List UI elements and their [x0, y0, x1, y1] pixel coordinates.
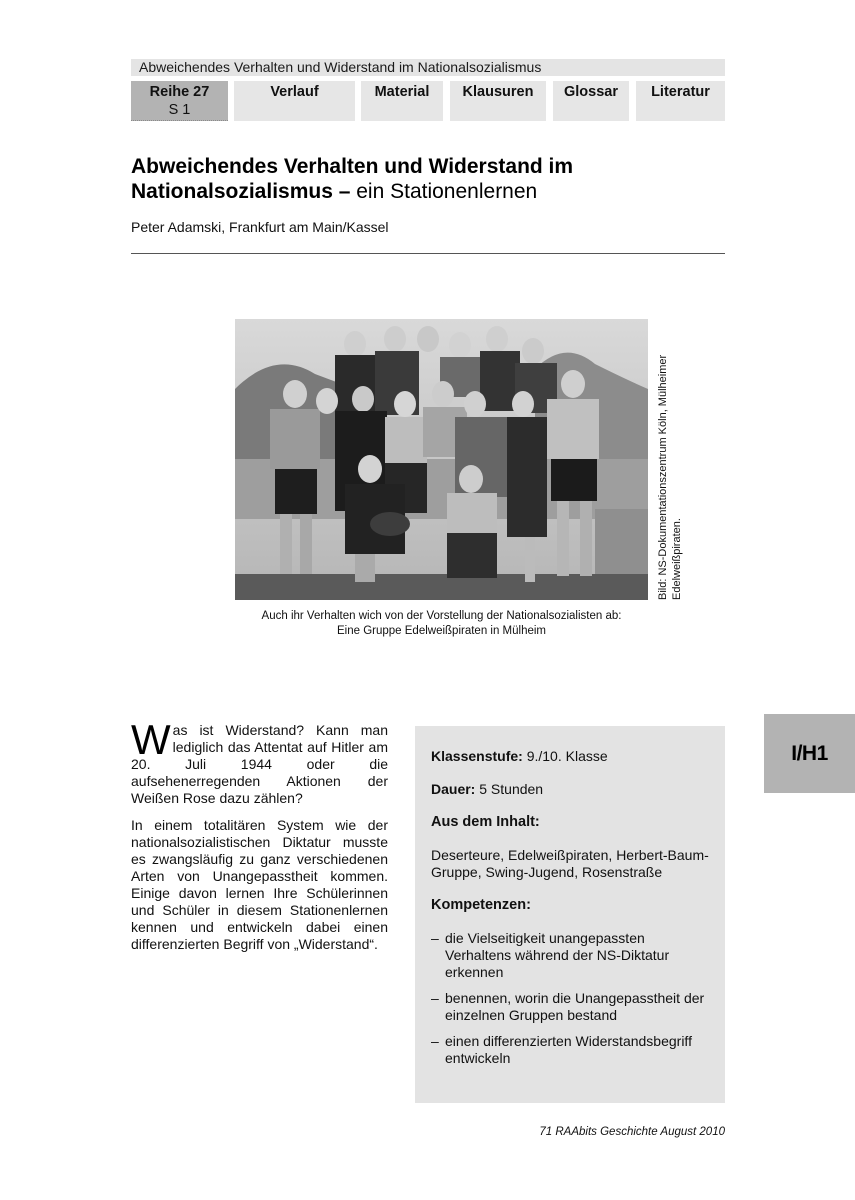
competencies-heading: Kompetenzen: — [431, 897, 531, 913]
drop-cap: W — [131, 716, 171, 763]
tab-klausuren[interactable] — [450, 81, 546, 121]
competencies-list — [431, 930, 711, 1067]
author: Peter Adamski, Frankfurt am Main/Kassel — [131, 219, 389, 235]
photo-caption-line2: Eine Gruppe Edelweißpiraten in Mülheim — [336, 625, 547, 637]
grade-row — [431, 748, 711, 765]
tab-reihe[interactable] — [131, 81, 228, 121]
dash-bullet-icon: – — [431, 990, 439, 1006]
intro-text — [131, 716, 388, 963]
tab-verlauf[interactable] — [234, 81, 355, 121]
group-photo — [235, 319, 648, 600]
group-photo-graphic — [235, 319, 648, 600]
tab-literatur-label: Literatur — [651, 84, 710, 100]
section-marker-label: I/H1 — [791, 742, 828, 765]
photo-wall — [595, 509, 648, 579]
title-subtitle: ein Stationenlernen — [356, 180, 538, 203]
competency-text: die Vielseitigkeit unangepassten Verhaltens während der NS-Diktatur erkennen — [445, 930, 670, 980]
tab-klausuren-label: Klausuren — [462, 84, 534, 100]
grade-label: Klassenstufe: — [431, 748, 523, 764]
photo-caption — [235, 609, 648, 639]
grade-value: 9./10. Klasse — [522, 748, 608, 764]
title-divider — [131, 253, 725, 254]
photo-credit-line1: Bild: NS-Dokumentationszentrum Köln, Mülheimer — [657, 354, 669, 600]
series-title-bar — [131, 59, 725, 76]
photo-ground — [235, 574, 648, 600]
title-line2: Nationalsozialismus — [131, 180, 333, 203]
page-title — [131, 154, 731, 204]
tab-literatur[interactable] — [636, 81, 725, 121]
intro-paragraph-1-text: as ist Widerstand? Kann man lediglich das Attentat auf Hitler am 20. Juli 1944 oder die aufsehenerregenden Aktionen der Weißen Rose dazu zählen? — [131, 722, 388, 806]
competency-item — [431, 930, 711, 981]
content-text: Deserteure, Edelweißpiraten, Herbert-Baum-Gruppe, Swing-Jugend, Rosenstraße — [431, 847, 709, 880]
title-line1: Abweichendes Verhalten und Widerstand im — [131, 155, 574, 178]
dash-bullet-icon: – — [431, 1033, 439, 1049]
content-heading: Aus dem Inhalt: — [431, 814, 540, 830]
duration-row — [431, 781, 711, 798]
tab-glossar-label: Glossar — [564, 84, 618, 100]
competency-text: einen differenzierten Widerstandsbegriff entwickeln — [445, 1033, 692, 1066]
competency-text: benennen, worin die Unangepasstheit der einzelnen Gruppen bestand — [445, 990, 705, 1023]
competency-item — [431, 1033, 711, 1067]
duration-label: Dauer: — [431, 781, 476, 797]
title-separator: – — [332, 180, 357, 203]
competency-item — [431, 990, 711, 1024]
photo-credit — [656, 310, 684, 600]
tab-material-label: Material — [374, 84, 430, 100]
tab-material[interactable] — [361, 81, 443, 121]
duration-value: 5 Stunden — [475, 781, 544, 797]
tab-reihe-sublabel: S 1 — [168, 102, 191, 118]
photo-caption-line1: Auch ihr Verhalten wich von der Vorstellung der Nationalsozialisten ab: — [261, 610, 622, 622]
info-box — [415, 726, 725, 1103]
tab-glossar[interactable] — [553, 81, 629, 121]
intro-paragraph-1 — [131, 716, 388, 807]
photo-credit-line2: Edelweißpiraten. — [671, 518, 683, 600]
series-title: Abweichendes Verhalten und Widerstand im Nationalsozialismus — [139, 59, 542, 75]
dash-bullet-icon: – — [431, 930, 439, 946]
page-footer: 71 RAAbits Geschichte August 2010 — [539, 1126, 725, 1138]
tab-verlauf-label: Verlauf — [270, 84, 319, 100]
section-marker — [764, 714, 855, 793]
tab-reihe-label: Reihe 27 — [149, 84, 210, 100]
intro-paragraph-2: In einem totalitären System wie der nationalsozialistischen Diktatur musste es zwangsläufig zu ganz verschiedenen Arten von Unangepasstheit kommen. Einige davon lernen Ihre Schülerinnen und Schüler in diesem Stationenlernen kennen und entwickeln dabei einen differenzierten Begriff von „Widerstand“. — [131, 817, 388, 952]
